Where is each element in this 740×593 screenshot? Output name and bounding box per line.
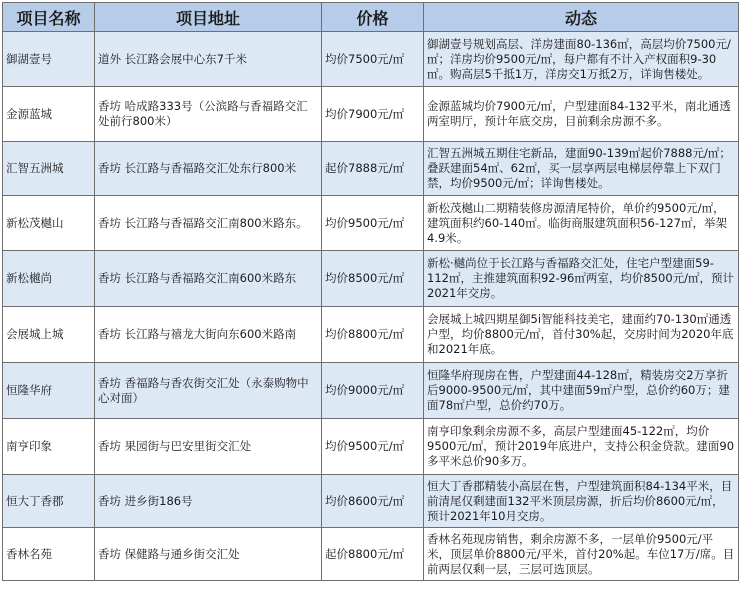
project-news: 恒隆华府现房在售，户型建面44-128㎡，精装房交2万享折后9000-9500元/㎡，其中建面59㎡户型，总价约60万；建面78㎡户型，总价约70万。 [424, 363, 739, 419]
table-row [3, 307, 739, 363]
table-row [3, 419, 739, 475]
project-address: 香坊 长江路与香福路交汇处东行800米 [95, 142, 322, 196]
project-news: 新松·樾尚位于长江路与香福路交汇处，住宅户型建面59-112㎡，主推建筑面积92-96㎡两室，均价8500元/㎡，预计2021年交房。 [424, 251, 739, 307]
table-row [3, 363, 739, 419]
project-news: 恒大丁香郡精装小高层在售，户型建筑面积84-134平米，目前清尾仅剩建面132平米顶层房源，折后均价8600元/㎡，预计2021年10月交房。 [424, 475, 739, 528]
header-row [3, 3, 739, 32]
project-name: 新松樾尚 [3, 251, 95, 307]
table-row [3, 251, 739, 307]
project-name: 汇智五洲城 [3, 142, 95, 196]
project-address: 香坊 哈成路333号（公滨路与香福路交汇处前行800米） [95, 87, 322, 142]
project-name: 恒隆华府 [3, 363, 95, 419]
project-price: 起价8800元/㎡ [322, 528, 424, 581]
project-address: 香坊 长江路与香福路交汇南800米路东。 [95, 196, 322, 251]
project-address: 香坊 长江路与香福路交汇南600米路东 [95, 251, 322, 307]
project-news: 香林名苑现房销售，剩余房源不多，一层单价9500元/平米，顶层单价8800元/平米，首付20%起。车位17万/席。目前两层仅剩一层，三层可选顶层。 [424, 528, 739, 581]
project-address: 香坊 进乡街186号 [95, 475, 322, 528]
table-row [3, 196, 739, 251]
project-name: 御湖壹号 [3, 32, 95, 87]
project-price: 起价7888元/㎡ [322, 142, 424, 196]
project-name: 金源蓝城 [3, 87, 95, 142]
project-price: 均价8500元/㎡ [322, 251, 424, 307]
project-address: 道外 长江路会展中心东7千米 [95, 32, 322, 87]
project-address: 香坊 长江路与禧龙大街向东600米路南 [95, 307, 322, 363]
table-row [3, 142, 739, 196]
project-price: 均价9500元/㎡ [322, 196, 424, 251]
table-row [3, 32, 739, 87]
project-price: 均价8600元/㎡ [322, 475, 424, 528]
project-news: 南亨印象剩余房源不多，高层户型建面45-122㎡，均价9500元/㎡，预计2019年底进户，支持公积金贷款。建面90多平米总价90多万。 [424, 419, 739, 475]
project-name: 恒大丁香郡 [3, 475, 95, 528]
header-address: 项目地址 [95, 3, 322, 32]
project-address: 香坊 香福路与香农街交汇处（永泰购物中心对面） [95, 363, 322, 419]
table-row [3, 475, 739, 528]
project-name: 香林名苑 [3, 528, 95, 581]
table-row [3, 87, 739, 142]
project-name: 新松茂樾山 [3, 196, 95, 251]
project-news: 金源蓝城均价7900元/㎡，户型建面84-132平米，南北通透两室明厅，预计年底交房，目前剩余房源不多。 [424, 87, 739, 142]
project-name: 会展城上城 [3, 307, 95, 363]
project-price: 均价7500元/㎡ [322, 32, 424, 87]
header-name: 项目名称 [3, 3, 95, 32]
project-address: 香坊 果园街与巴安里街交汇处 [95, 419, 322, 475]
header-price: 价格 [322, 3, 424, 32]
project-news: 御湖壹号规划高层、洋房建面80-136㎡，高层均价7500元/㎡；洋房均价9500元/㎡，每户都有不计入产权面积9-30㎡。购高层5千抵1万，洋房交1万抵2万，详询售楼处。 [424, 32, 739, 87]
project-price: 均价9000元/㎡ [322, 363, 424, 419]
project-price: 均价8800元/㎡ [322, 307, 424, 363]
project-price: 均价7900元/㎡ [322, 87, 424, 142]
project-price: 均价9500元/㎡ [322, 419, 424, 475]
project-news: 汇智五洲城五期住宅新品，建面90-139㎡起价7888元/㎡；叠跃建面54㎡、62㎡，买一层享两层电梯层停靠上下双门禁，均价9500元/㎡；详询售楼处。 [424, 142, 739, 196]
header-news: 动态 [424, 3, 739, 32]
project-news: 新松茂樾山二期精装修房源清尾特价，单价约9500元/㎡，建筑面积约60-140㎡。临街商服建筑面积56-127㎡，举架4.9米。 [424, 196, 739, 251]
project-name: 南亨印象 [3, 419, 95, 475]
project-news: 会展城上城四期星御5i智能科技美宅，建面约70-130㎡通透户型，均价8800元/㎡，首付30%起，交房时间为2020年底和2021年底。 [424, 307, 739, 363]
property-table [2, 2, 739, 581]
project-address: 香坊 保健路与通乡街交汇处 [95, 528, 322, 581]
table-row [3, 528, 739, 581]
